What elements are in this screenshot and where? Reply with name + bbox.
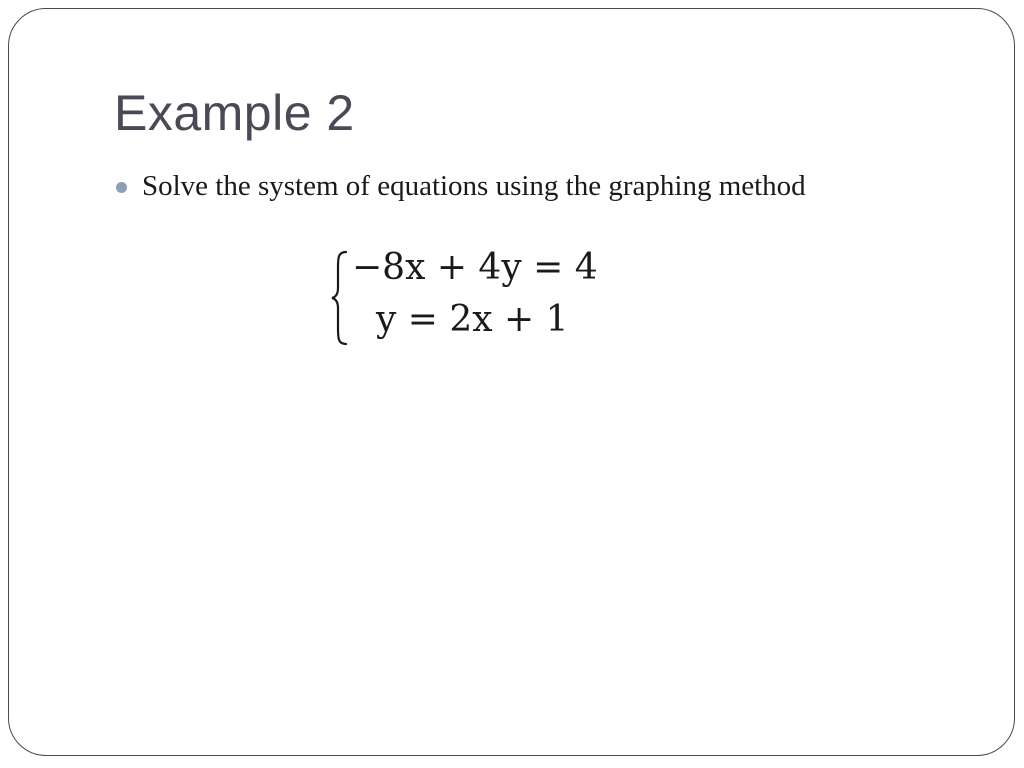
bullet-text: Solve the system of equations using the graphing method bbox=[142, 170, 806, 202]
equation-1: −8x + 4y = 4 bbox=[352, 247, 598, 288]
left-brace-icon bbox=[330, 250, 350, 346]
equation-system bbox=[330, 244, 650, 354]
bullet-item bbox=[116, 172, 806, 201]
bullet-dot-icon bbox=[116, 182, 127, 193]
slide-title: Example 2 bbox=[114, 85, 355, 141]
equation-2: y = 2x + 1 bbox=[376, 299, 569, 340]
